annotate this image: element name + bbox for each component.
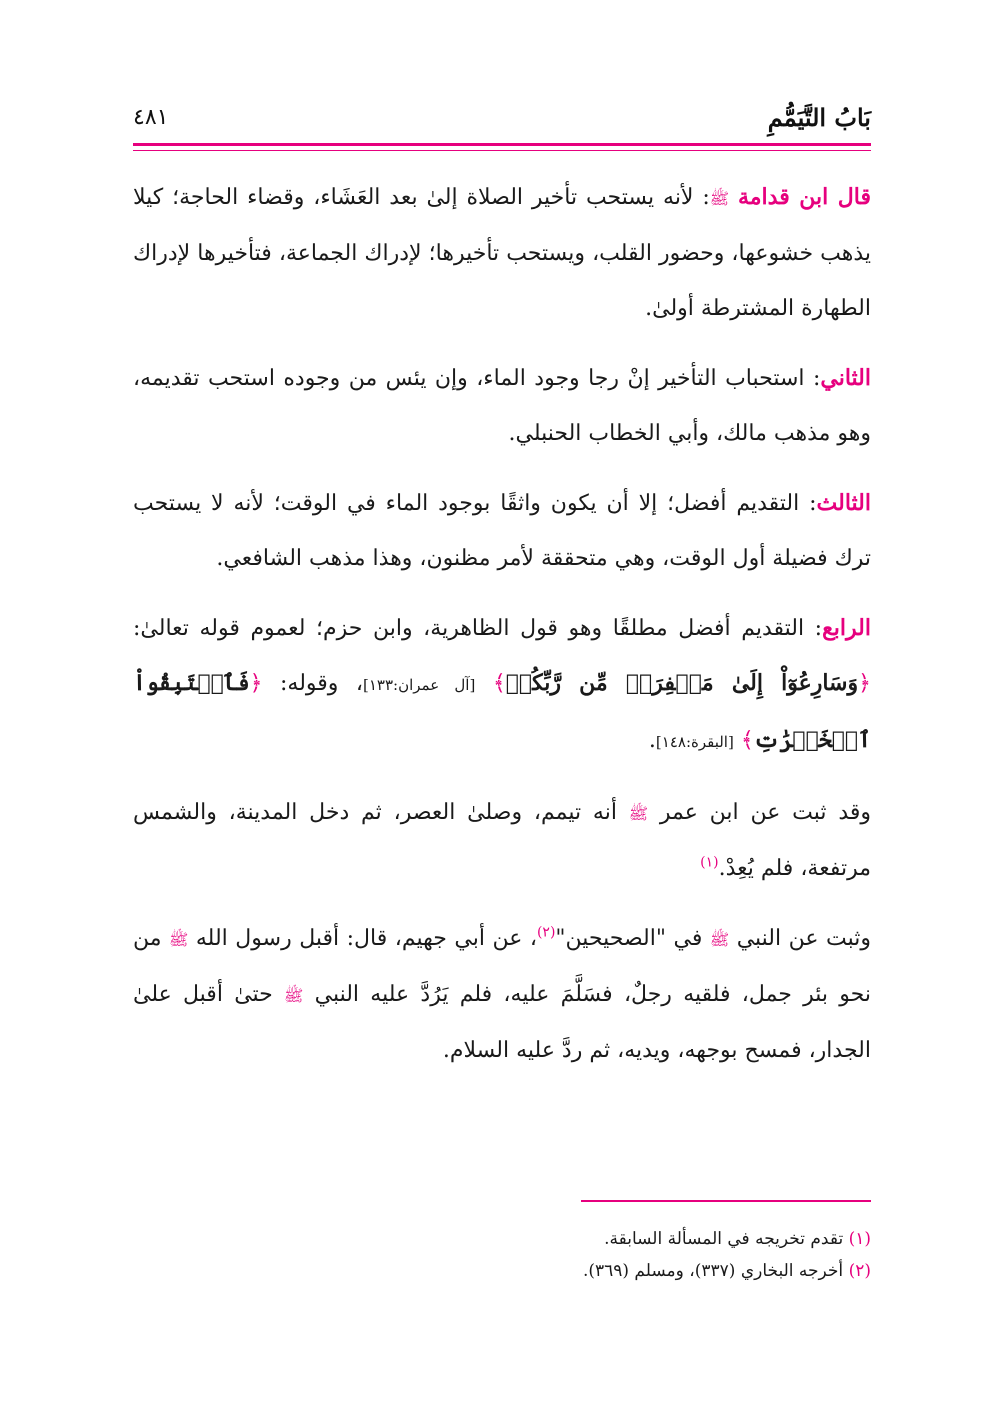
paragraph-third <box>133 476 871 586</box>
paragraph-text: : لأنه يستحب تأخير الصلاة إلىٰ بعد العَشَاء، وقضاء الحاجة؛ كيلا يذهب خشوعها، وحضور القلب، ويستحب تأخيرها؛ لإدراك الجماعة، فتأخيرها لإدراك الطهارة المشترطة أولىٰ. <box>133 185 871 321</box>
footnote-item <box>133 1223 871 1255</box>
ornate-bracket-open: ﴿ <box>249 671 263 696</box>
header-rule-thick <box>133 143 871 146</box>
paragraph-text: من نحو بئر جمل، فلقيه رجلٌ، فسَلَّمَ عليه، فلم يَرُدَّ عليه النبي <box>133 926 871 1007</box>
footnote-number: (٢) <box>848 1261 871 1281</box>
paragraph-text: : التقديم أفضل مطلقًا وهو قول الظاهرية، وابن حزم؛ لعموم قوله تعالىٰ: <box>133 616 823 641</box>
header-rule-thin <box>133 150 871 151</box>
ornate-bracket-close: ﴾ <box>492 671 506 696</box>
paragraph-ibn-umar <box>133 785 871 896</box>
paragraph-lead: الثاني <box>820 365 871 391</box>
honorific-glyph: ﷺ <box>709 930 730 949</box>
honorific-glyph: ﷺ <box>628 804 649 823</box>
paragraph-fourth <box>133 601 871 770</box>
footnote-number: (١) <box>848 1229 871 1249</box>
ornate-bracket-open: ﴿ <box>858 671 871 696</box>
quran-verse: فَٱسۡتَبِقُواْ ٱلۡخَيۡرَٰتِ <box>133 670 871 753</box>
page-header <box>133 95 871 145</box>
paragraph-lead: الثالث <box>816 490 871 516</box>
paragraph-text: ، وقوله: <box>262 671 363 696</box>
ornate-bracket-close: ﴾ <box>740 728 754 753</box>
paragraph-text: : استحباب التأخير إنْ رجا وجود الماء، وإن يئس من وجوده استحب تقديمه، وهو مذهب مالك، وأبي الخطاب الحنبلي. <box>133 366 871 446</box>
chapter-title: بَابُ التَّيَمُّمِ <box>767 103 871 132</box>
paragraph-lead: قال ابن قدامة <box>737 184 871 210</box>
paragraph-text: حتىٰ أقبل علىٰ الجدار، فمسح بوجهه، ويديه، ثم ردَّ عليه السلام. <box>133 982 871 1063</box>
paragraph-second <box>133 351 871 461</box>
page-number: ٤٨١ <box>133 105 169 130</box>
footnote-separator <box>581 1200 871 1202</box>
quran-verse: وَسَارِعُوٓاْ إِلَىٰ مَغۡفِرَةٖ مِّن رَّبِّكُمۡ <box>505 670 859 696</box>
honorific-glyph: ﷺ <box>709 189 730 208</box>
paragraph-text: وقد ثبت عن ابن عمر <box>648 800 872 825</box>
footnotes <box>133 1223 871 1287</box>
honorific-glyph: ﷺ <box>169 930 189 949</box>
paragraph-ibn-qudama <box>133 170 871 336</box>
paragraph-text: : التقديم أفضل؛ إلا أن يكون واثقًا بوجود الماء في الوقت؛ لأنه لا يستحب ترك فضيلة أول الوقت، وهي متحققة لأمر مظنون، وهذا مذهب الشافعي. <box>133 491 871 571</box>
footnote-marker[interactable]: (٢) <box>536 924 556 941</box>
footnote-text: تقدم تخريجه في المسألة السابقة. <box>604 1229 844 1249</box>
footnote-marker[interactable]: (١) <box>700 854 719 871</box>
footnote-item <box>133 1255 871 1287</box>
verse-reference: [آل عمران:١٣٣] <box>363 676 476 694</box>
paragraph-abu-juhaym <box>133 911 871 1078</box>
paragraph-text: في "الصحيحين" <box>555 926 710 951</box>
paragraph-text: ، عن أبي جهيم، قال: أقبل رسول الله <box>188 926 537 951</box>
main-text <box>133 170 871 1093</box>
footnote-text: أخرجه البخاري (٣٣٧)، ومسلم (٣٦٩). <box>582 1261 844 1281</box>
page <box>133 95 872 1281</box>
paragraph-lead: الرابع <box>822 615 871 641</box>
honorific-glyph: ﷺ <box>284 986 304 1005</box>
verse-reference: [البقرة:١٤٨] <box>655 733 734 751</box>
paragraph-text: وثبت عن النبي <box>729 926 871 951</box>
paragraph-text: أنه تيمم، وصلىٰ العصر، ثم دخل المدينة، والشمس مرتفعة، فلم يُعِدْ. <box>133 800 871 881</box>
paragraph-text: . <box>648 728 656 753</box>
